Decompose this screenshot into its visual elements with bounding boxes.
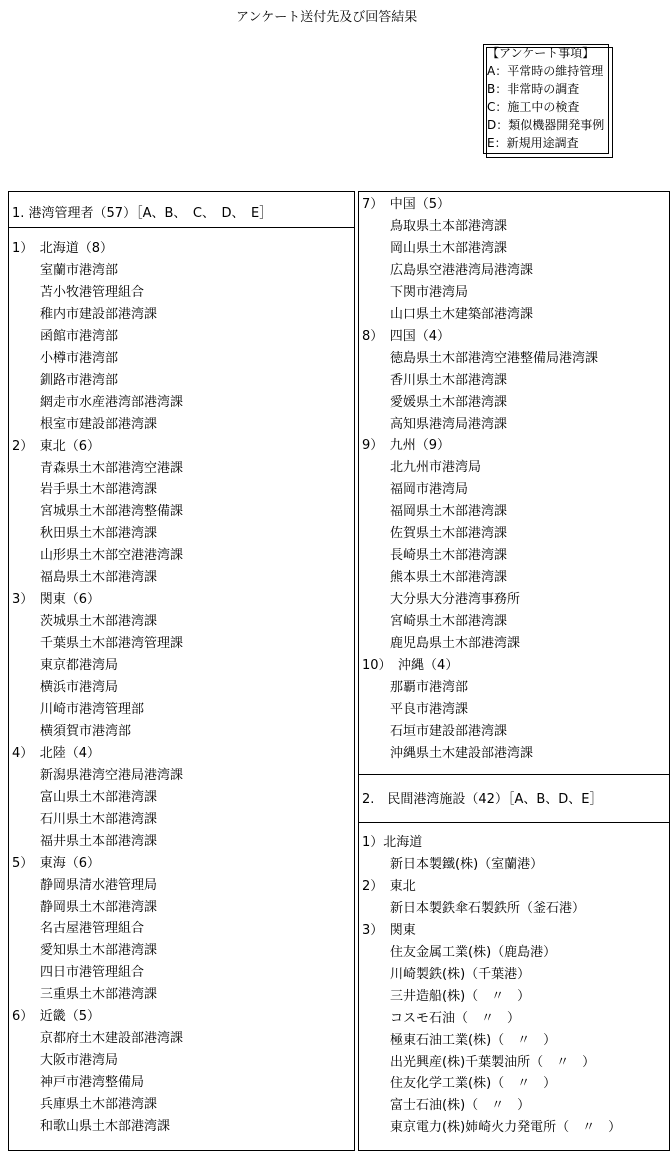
list-item: 福島県土木部港湾課 <box>40 570 158 586</box>
list-item: 千葉県土木部港湾管理課 <box>40 636 184 652</box>
list-item: 那覇市港湾部 <box>390 679 469 695</box>
region-heading: 8） 四国（4） <box>362 328 451 344</box>
list-item: 山口県土木建築部港湾課 <box>390 306 534 322</box>
region-heading: 3） 関東 <box>362 922 416 938</box>
list-item: 青森県土木部港湾空港課 <box>40 460 184 476</box>
list-item: 宮崎県土木部港湾課 <box>390 614 508 630</box>
list-item: 大阪市港湾局 <box>40 1053 119 1069</box>
region-heading: 7） 中国（5） <box>362 197 451 212</box>
list-item: 宮城県土木部港湾整備課 <box>40 504 184 520</box>
list-item: 静岡県土木部港湾課 <box>40 899 158 915</box>
list-item: 京都府土木建設部港湾課 <box>40 1031 184 1047</box>
list-item: 四日市港管理組合 <box>40 965 145 981</box>
list-item: 佐賀県土木部港湾課 <box>390 526 508 542</box>
legend-title: 【アンケート事項】 <box>487 46 595 60</box>
left-header-divider <box>8 227 355 228</box>
list-item: 小樽市港湾部 <box>40 350 119 366</box>
list-item: 極東石油工業(株)（ 〃 ） <box>390 1032 557 1048</box>
list-item: 福岡県土木部港湾課 <box>390 504 508 520</box>
list-item: 函館市港湾部 <box>40 328 119 344</box>
list-item: 徳島県土木部港湾空港整備局港湾課 <box>390 350 599 366</box>
list-item: 神戸市港湾整備局 <box>40 1075 145 1091</box>
region-heading: 9） 九州（9） <box>362 438 451 454</box>
list-item: 石川県土木部港湾課 <box>40 811 158 827</box>
list-item: 愛知県土木部港湾課 <box>40 943 158 959</box>
legend-item: B：非常時の調査 <box>487 82 580 96</box>
list-item: 新日本製鉄傘石製鉄所（釜石港） <box>390 900 586 916</box>
list-item: 住友金属工業(株)（鹿島港） <box>390 944 557 960</box>
list-item: 新潟県港湾空港局港湾課 <box>40 767 184 783</box>
right-section-divider-top <box>358 774 670 775</box>
list-item: 苫小牧港管理組合 <box>40 284 145 300</box>
list-item: 石垣市建設部港湾課 <box>390 723 508 739</box>
list-item: 長崎県土木部港湾課 <box>390 548 508 564</box>
list-item: 富山県土木部港湾課 <box>40 789 158 805</box>
list-item: 稚内市建設部港湾課 <box>40 306 158 322</box>
list-item: 静岡県清水港管理局 <box>40 877 158 893</box>
region-heading: 4） 北陸（4） <box>12 745 101 761</box>
list-item: 東京電力(株)姉崎火力発電所（ 〃 ） <box>390 1120 622 1136</box>
list-item: 鹿児島県土木部港湾課 <box>390 636 521 651</box>
list-item: 平良市港湾課 <box>390 701 469 717</box>
list-item: 横浜市港湾局 <box>40 680 119 695</box>
list-item: 沖縄県土木建設部港湾課 <box>390 745 534 761</box>
list-item: 鳥取県土本部港湾課 <box>390 218 508 234</box>
list-item: 北九州市港湾局 <box>390 460 482 476</box>
right-section-divider-bottom <box>358 822 670 823</box>
region-heading: 1） 北海道（8） <box>12 241 114 256</box>
list-item: 室蘭市港湾部 <box>40 262 119 278</box>
region-heading: 2） 東北 <box>362 878 416 894</box>
region-heading: 5） 東海（6） <box>12 855 101 871</box>
list-item: 大分県大分港湾事務所 <box>390 592 521 608</box>
list-item: 山形県土木部空港港湾課 <box>40 548 184 564</box>
list-item: 香川県土木部港湾課 <box>390 372 508 388</box>
page-title: アンケート送付先及び回答結果 <box>236 10 418 25</box>
list-item: 広島県空港港湾局港湾課 <box>390 262 534 278</box>
list-item: 三井造船(株)（ 〃 ） <box>390 988 531 1004</box>
region-heading: 3） 関東（6） <box>12 592 101 608</box>
list-item: 名古屋港管理組合 <box>40 921 145 937</box>
list-item: 川崎製鉄(株)（千葉港） <box>390 966 531 982</box>
legend-item: A：平常時の維持管理 <box>487 64 604 78</box>
list-item: 兵庫県土木部港湾課 <box>40 1097 158 1113</box>
left-section-header: 1. 港湾管理者（57）［A、B、 C、 D、 E］ <box>12 206 273 221</box>
legend-item: E：新規用途調査 <box>487 136 579 150</box>
list-item: 出光興産(株)千葉製油所（ 〃 ） <box>390 1054 596 1070</box>
list-item: 網走市水産港湾部港湾課 <box>40 394 184 410</box>
list-item: 岩手県土木部港湾課 <box>40 482 158 498</box>
list-item: 三重県土木部港湾課 <box>40 987 158 1003</box>
list-item: 茨城県土木部港湾課 <box>40 614 158 630</box>
list-item: 釧路市港湾部 <box>40 372 119 388</box>
list-item: 川崎市港湾管理部 <box>40 701 145 717</box>
list-item: 秋田県土木部港湾課 <box>40 526 158 542</box>
list-item: 住友化学工業(株)（ 〃 ） <box>390 1076 557 1092</box>
region-heading: 2） 東北（6） <box>12 438 101 454</box>
list-item: 岡山県土木部港湾課 <box>390 240 508 256</box>
legend-box <box>483 44 609 154</box>
list-item: 富士石油(株)（ 〃 ） <box>390 1098 531 1114</box>
list-item: 愛媛県土木部港湾課 <box>390 394 508 410</box>
list-item: 高知県港湾局港湾課 <box>390 416 508 432</box>
list-item: 東京都港湾局 <box>40 658 119 674</box>
list-item: 和歌山県土木部港湾課 <box>40 1119 171 1134</box>
list-item: 根室市建設部港湾課 <box>40 416 158 432</box>
list-item: 福岡市港湾局 <box>390 482 469 498</box>
list-item: 新日本製鐵(株)（室蘭港） <box>390 856 544 872</box>
list-item: 横須賀市港湾部 <box>40 723 132 739</box>
list-item: 熊本県土木部港湾課 <box>390 570 508 586</box>
region-heading: 10） 沖縄（4） <box>362 657 459 673</box>
legend-item: D：類似機器開発事例 <box>487 118 605 132</box>
region-heading: 6） 近畿（5） <box>12 1009 101 1025</box>
list-item: コスモ石油（ 〃 ） <box>390 1010 521 1026</box>
legend-item: C：施工中の検査 <box>487 100 580 114</box>
list-item: 福井県土本部港湾課 <box>40 833 158 849</box>
list-item: 下関市港湾局 <box>390 284 469 300</box>
right-section-header: 2. 民間港湾施設（42）［A、B、D、E］ <box>362 792 603 807</box>
region-heading: 1）北海道 <box>362 835 423 850</box>
